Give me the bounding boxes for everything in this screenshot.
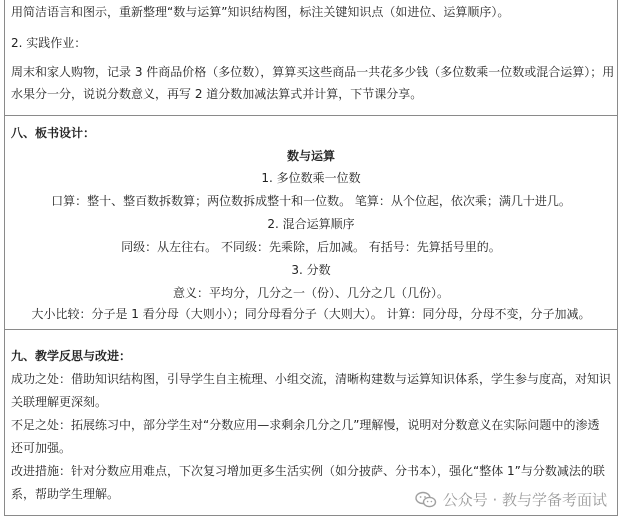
board-mixed-operations-text: 同级：从左往右。 不同级：先乘除，后加减。 有括号：先算括号里的。 xyxy=(121,240,501,254)
board-title: 数与运算 xyxy=(286,149,335,163)
lesson-plan-table xyxy=(4,0,618,516)
board-design-section xyxy=(5,116,617,330)
success-line1: 成功之处：借助知识结构图，引导学生自主梳理、小组交流，清晰构建数与运算知识体系，学生参与度高，对知识 xyxy=(11,372,612,386)
homework-section xyxy=(5,0,617,116)
board-design-heading: 八、板书设计： xyxy=(11,126,96,140)
board-subtitle-mixed-operations: 2. 混合运算顺序 xyxy=(267,217,355,231)
board-multiplication-text: 口算：整十、整百数拆数算；两位数拆成整十和一位数。 笔算：从个位起，依次乘；满几十进几。 xyxy=(51,194,571,208)
practice-homework-title: 2. 实践作业： xyxy=(11,36,87,50)
board-fraction-meaning: 意义：平均分，几分之一（份）、几分之几（几份）。 xyxy=(172,286,449,300)
review-task-text: 用简洁语言和图示，重新整理“数与运算”知识结构图，标注关键知识点（如进位、运算顺序）。 xyxy=(11,5,510,19)
wechat-icon xyxy=(415,491,437,509)
shortfall-line1: 不足之处：拓展练习中，部分学生对“分数应用—求剩余几分之几”理解慢，说明对分数意义在实际问题中的渗透 xyxy=(11,418,600,432)
board-subtitle-fractions: 3. 分数 xyxy=(291,263,331,277)
shortfall-line2: 还可加强。 xyxy=(11,441,72,455)
success-line2: 关联理解更深刻。 xyxy=(11,395,108,409)
practice-homework-line2: 水果分一分，说说分数意义，再写 2 道分数加减法算式并计算，下节课分享。 xyxy=(11,87,423,101)
reflection-heading: 九、教学反思与改进： xyxy=(11,349,132,363)
improvement-line1: 改进措施：针对分数应用难点，下次复习增加更多生活实例（如分披萨、分书本），强化“整体 1”与分数减法的联 xyxy=(11,464,605,478)
watermark-text: 公众号 · 教与学备考面试 xyxy=(442,491,607,509)
board-subtitle-multiplication: 1. 多位数乘一位数 xyxy=(261,171,361,185)
reflection-section xyxy=(5,330,617,516)
practice-homework-line1: 周末和家人购物，记录 3 件商品价格（多位数），算算买这些商品一共花多少钱（多位数乘一位数或混合运算）；用 xyxy=(11,65,615,79)
board-fraction-comparison: 大小比较：分子是 1 看分母（大则小）；同分母看分子（大则大）。 计算：同分母，分母不变，分子加减。 xyxy=(31,307,591,321)
improvement-line2: 系，帮助学生理解。 xyxy=(11,487,120,501)
watermark xyxy=(415,489,607,510)
